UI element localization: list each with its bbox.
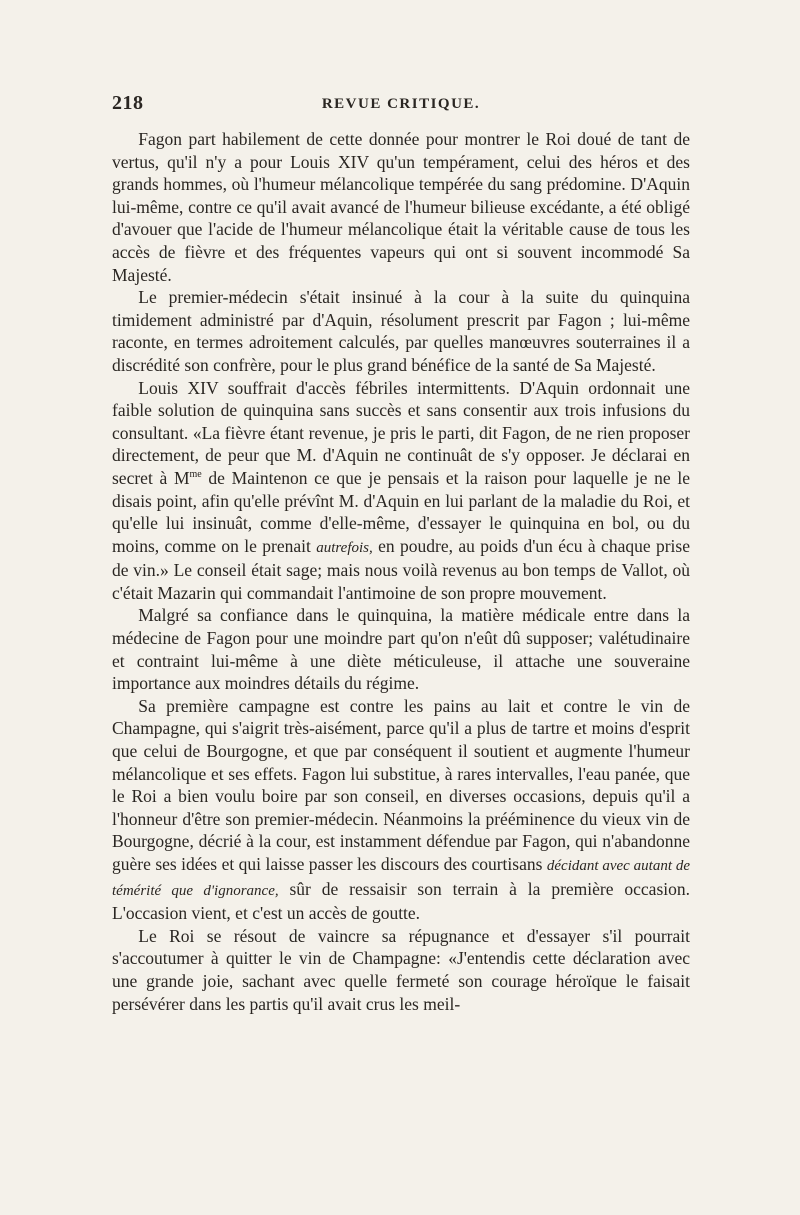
- body-text: [112, 128, 690, 1015]
- running-title: REVUE CRITIQUE.: [321, 96, 481, 112]
- paragraph-1: Fagon part habilement de cette donnée pour montrer le Roi doué de tant de vertus, qu'il n'y a pour Louis XIV qu'un tempérament, celui des héros et des grands hommes, où l'humeur mélancolique tempérée du sang prédomine. D'Aquin lui-même, contre ce qu'il avait avancé de l'humeur bilieuse excédante, a été obligé d'avouer que l'acide de l'humeur mélancolique était la véritable cause de tous les accès de fièvre et des fréquentes vapeurs qui ont si souvent incommodé Sa Majesté.: [112, 129, 690, 285]
- paragraph-6: Le Roi se résout de vaincre sa répugnance et d'essayer s'il pourrait s'accoutumer à quitter le vin de Champagne: «J'entendis cette déclaration avec une grande joie, sachant avec quelle fermeté son courage héroïque le faisait persévérer dans les partis qu'il avait crus les meil-: [112, 925, 690, 1014]
- italic-autrefois: autrefois,: [316, 539, 373, 556]
- paragraph-5-text-b: sûr de ressaisir son terrain à la première occasion. L'occasion vient, et c'est un accès de goutte.: [112, 878, 690, 924]
- paragraph-5: [112, 695, 690, 925]
- paragraph-3-text-c: en poudre, au poids d'un écu à chaque prise de vin.» Le conseil était sage; mais nous voilà revenus au bon temps de Vallot, où c'était Mazarin qui commandait l'antimoine de son propre mouvement.: [112, 535, 690, 603]
- superscript-me: me: [189, 469, 202, 481]
- paragraph-3: [112, 377, 690, 605]
- paragraph-3-text-b: de Maintenon ce que je pensais et la raison pour laquelle je ne le disais point, afin qu'elle prévînt M. d'Aquin en lui parlant de la maladie du Roi, et qu'elle lui insinuât, comme d'elle-même, d'essayer le quinquina en bol, ou du moins, comme on le prenait: [112, 467, 690, 556]
- paragraph-5-text-a: Sa première campagne est contre les pains au lait et contre le vin de Champagne, qui s'aigrit très-aisément, parce qu'il a plus de tartre et moins d'esprit que celui de Bourgogne, et que par conséquent il soutient et augmente l'humeur mélancolique et ses effets. Fagon lui substitue, à rares intervalles, l'eau panée, que le Roi a bien voulu boire par son conseil, en diverses occasions, depuis qu'il a l'honneur d'être son premier-médecin. Néanmoins la prééminence du vieux vin de Bourgogne, décrié à la cour, est instamment défendue par Fagon, qui n'abandonne guère ses idées et qui laisse passer les discours des courtisans: [112, 695, 690, 874]
- page-number: 218: [112, 92, 144, 114]
- page-header: [112, 92, 690, 120]
- paragraph-2: Le premier-médecin s'était insinué à la cour à la suite du quinquina timidement administré par d'Aquin, résolument prescrit par Fagon ; lui-même raconte, en termes adroitement calculés, par quelles manœuvres souterraines il a discrédité son confrère, pour le plus grand bénéfice de la santé de Sa Majesté.: [112, 287, 690, 375]
- paragraph-3-text-a: Louis XIV souffrait d'accès fébriles intermittents. D'Aquin ordonnait une faible solution de quinquina sans succès et sans consentir aux trois infusions du consultant. «La fièvre étant revenue, je pris le parti, dit Fagon, de ne rien proposer directement, de peur que M. d'Aquin ne continuât de s'y opposer. Je déclarai en secret à M: [112, 377, 690, 488]
- paragraph-4: Malgré sa confiance dans le quinquina, la matière médicale entre dans la médecine de Fagon pour une moindre part qu'on n'eût dû supposer; valétudinaire et contraint lui-même à une diète méticuleuse, il attache une souveraine importance aux moindres détails du régime.: [112, 605, 690, 694]
- italic-quote: décidant avec autant de témérité que d'ignorance,: [112, 858, 690, 899]
